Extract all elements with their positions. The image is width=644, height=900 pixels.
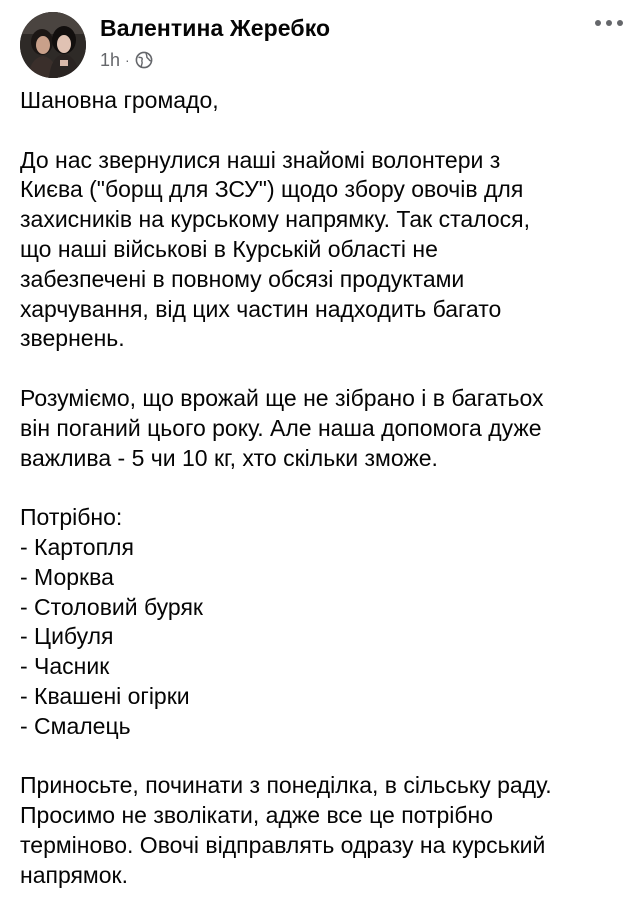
meta-separator: · (125, 52, 130, 68)
post-line: Києва ("борщ для ЗСУ") щодо збору овочів для (20, 176, 524, 203)
post-time[interactable]: 1h (100, 49, 121, 70)
post-line: він поганий цього року. Але наша допомога дуже (20, 414, 542, 441)
list-item: - Столовий буряк (20, 593, 203, 620)
list-item: - Часник (20, 653, 110, 680)
post-line: До нас звернулися наші знайомі волонтери з (20, 146, 501, 173)
globe-icon[interactable] (135, 51, 153, 69)
list-item: - Морква (20, 563, 114, 590)
list-item: - Цибуля (20, 623, 114, 650)
post-line: захисників на курському напрямку. Так сталося, (20, 206, 530, 233)
author-avatar[interactable] (20, 12, 86, 78)
post-header (0, 0, 644, 86)
post-line: харчування, від цих частин надходить багато (20, 295, 502, 322)
post-body (20, 86, 632, 891)
post-line: Розуміємо, що врожай ще не зібрано і в багатьох (20, 384, 544, 411)
post-line: звернень. (20, 325, 125, 352)
post-line: що наші військові в Курській області не (20, 235, 438, 262)
list-item: - Квашені огірки (20, 682, 190, 709)
post-meta (100, 48, 153, 72)
post-line: Приносьте, починати з понеділка, в сільську раду. (20, 772, 552, 799)
avatar-photo (20, 12, 86, 78)
post-line: забезпечені в повному обсязі продуктами (20, 265, 465, 292)
list-heading: Потрібно: (20, 504, 123, 531)
author-name[interactable]: Валентина Жеребко (100, 15, 331, 41)
post-line: терміново. Овочі відправлять одразу на курський (20, 831, 546, 858)
list-item: - Смалець (20, 712, 131, 739)
post-line: Просимо не зволікати, адже все це потрібно (20, 802, 494, 829)
more-options-icon[interactable] (592, 10, 626, 36)
post-line: напрямок. (20, 861, 128, 888)
list-item: - Картопля (20, 533, 134, 560)
post-line: важлива - 5 чи 10 кг, хто скільки зможе. (20, 444, 438, 471)
post-line: Шановна громадо, (20, 87, 219, 113)
